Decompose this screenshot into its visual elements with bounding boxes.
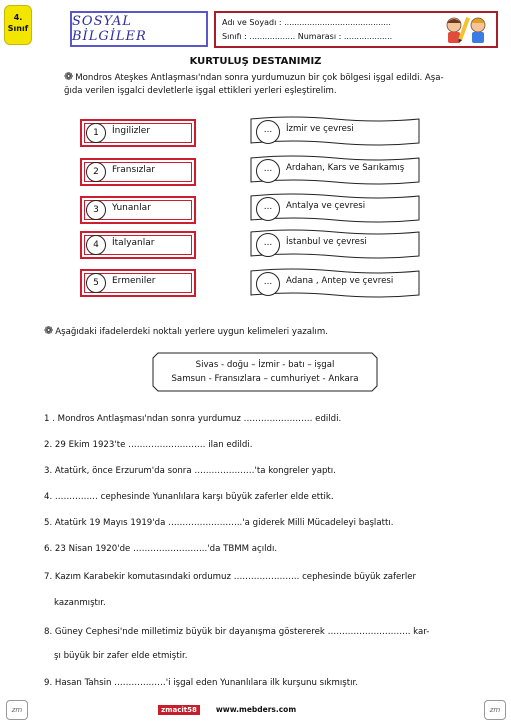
state-box-2 xyxy=(80,158,196,186)
state-label: İtalyanlar xyxy=(112,238,155,248)
footer-badge-left: zm xyxy=(6,700,28,720)
class-number-field[interactable]: Sınıfı : .................. Numarası : ................... xyxy=(222,32,393,41)
state-label: Ermeniler xyxy=(112,276,156,286)
place-box-3 xyxy=(250,193,420,223)
question-7: 7. Kazım Karabekir komutasındaki ordumuz ………………….. cephesinde büyük zaferler xyxy=(44,572,417,582)
state-box-3 xyxy=(80,196,196,224)
question-1: 1 . Mondros Antlaşması'ndan sonra yurdumuz …………………… edildi. xyxy=(44,414,342,424)
question-4: 4. …………… cephesinde Yunanlılara karşı büyük zaferler elde ettik. xyxy=(44,492,334,502)
word-bank xyxy=(152,352,378,392)
answer-blank[interactable]: ... xyxy=(256,233,280,257)
place-label: İzmir ve çevresi xyxy=(286,124,354,134)
word-bank-line: Sivas - doğu – İzmir - batı – işgal xyxy=(195,360,335,370)
footer xyxy=(6,700,506,720)
state-number: 1 xyxy=(86,123,106,143)
flower-bullet-icon: ❁ xyxy=(44,324,54,337)
question-8-cont: şı büyük bir zafer elde etmiştir. xyxy=(54,651,188,661)
word-bank-line: Samsun - Fransızlara – cumhuriyet - Ankara xyxy=(171,374,359,384)
place-label: Ardahan, Kars ve Sarıkamış xyxy=(286,163,405,173)
question-5: 5. Atatürk 19 Mayıs 1919'da ……………………..'a giderek Milli Mücadeleyi başlattı. xyxy=(44,518,394,528)
state-label: İngilizler xyxy=(112,126,151,136)
flower-bullet-icon: ❁ xyxy=(64,70,74,83)
answer-blank[interactable]: ... xyxy=(256,272,280,296)
question-9: 9. Hasan Tahsin ………………'i işgal eden Yunanlılara ilk kurşunu sıkmıştır. xyxy=(44,678,358,688)
place-label: İstanbul ve çevresi xyxy=(286,237,367,247)
state-number: 3 xyxy=(86,200,106,220)
answer-blank[interactable]: ... xyxy=(256,197,280,221)
footer-badge-right: zm xyxy=(484,700,506,720)
section2-instruction: ❁ Aşağıdaki ifadelerdeki noktalı yerlere uygun kelimeleri yazalım. xyxy=(44,324,328,337)
state-number: 5 xyxy=(86,273,106,293)
subject-title: SOSYAL BİLGİLER xyxy=(70,11,208,47)
section1-instruction: ❁ Mondros Ateşkes Antlaşması'ndan sonra yurdumuzun bir çok bölgesi işgal edildi. Aşa- ğıda verilen işgalci devletlerle işgal ettikleri yerleri eşleştirelim. xyxy=(64,70,444,96)
state-number: 4 xyxy=(86,235,106,255)
answer-blank[interactable]: ... xyxy=(256,120,280,144)
question-6: 6. 23 Nisan 1920'de ……………………..'da TBMM açıldı. xyxy=(44,544,278,554)
state-box-1 xyxy=(80,119,196,147)
place-label: Antalya ve çevresi xyxy=(286,201,366,211)
grade-badge xyxy=(4,5,32,45)
state-label: Fransızlar xyxy=(112,165,156,175)
place-box-2 xyxy=(250,155,420,185)
state-number: 2 xyxy=(86,162,106,182)
question-2: 2. 29 Ekim 1923'te ……………………… ilan edildi. xyxy=(44,440,253,450)
grade-label: Sınıf xyxy=(7,24,29,33)
children-with-pencil-icon xyxy=(440,13,495,45)
place-box-5 xyxy=(250,268,420,298)
place-box-4 xyxy=(250,229,420,259)
footer-url[interactable]: www.mebders.com xyxy=(215,705,297,714)
state-label: Yunanlar xyxy=(112,203,151,213)
grade-number: 4. xyxy=(13,13,23,22)
place-box-1 xyxy=(250,116,420,146)
page-title: KURTULUŞ DESTANIMIZ xyxy=(189,56,322,67)
question-7-cont: kazanmıştır. xyxy=(54,598,106,608)
place-label: Adana , Antep ve çevresi xyxy=(286,276,394,286)
state-box-4 xyxy=(80,231,196,259)
state-box-5 xyxy=(80,269,196,297)
footer-code: zmacit58 xyxy=(158,705,200,715)
question-8: 8. Güney Cephesi'nde milletimiz büyük bir dayanışma göstererek ……………………….. kar- xyxy=(44,627,430,637)
name-field[interactable]: Adı ve Soyadı : .......................................... xyxy=(222,18,391,27)
answer-blank[interactable]: ... xyxy=(256,159,280,183)
question-3: 3. Atatürk, önce Erzurum'da sonra …………………'ta kongreler yaptı. xyxy=(44,466,336,476)
